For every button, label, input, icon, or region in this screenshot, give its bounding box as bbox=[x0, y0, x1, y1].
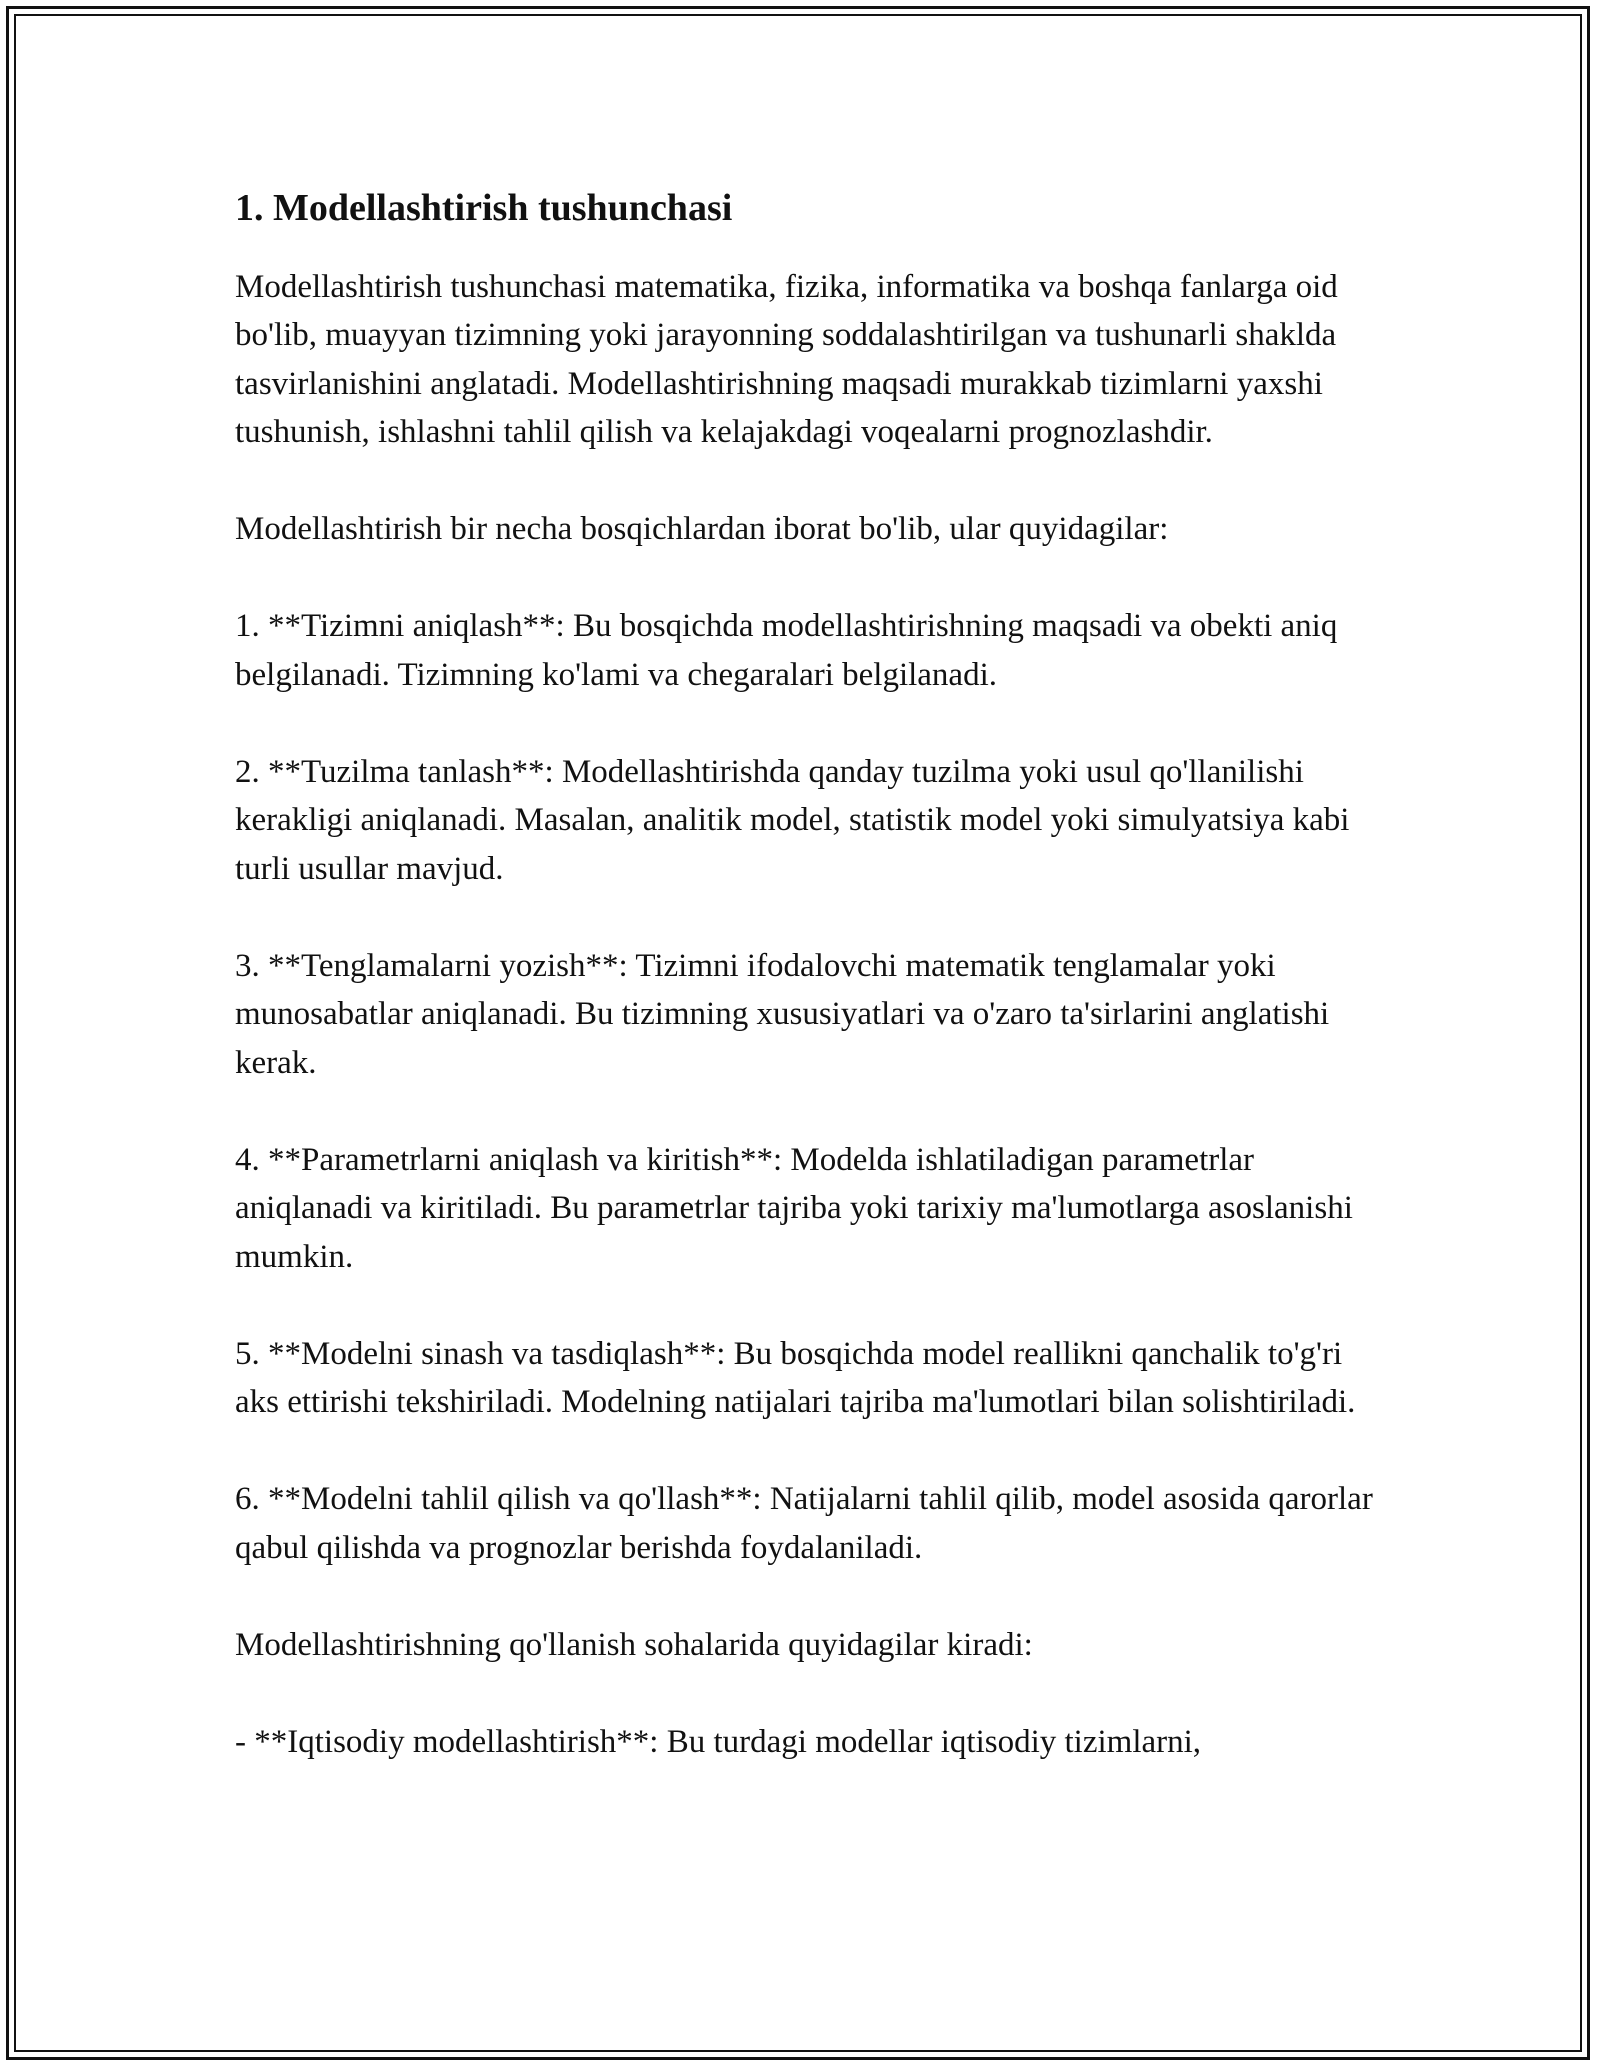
section-heading: 1. Modellashtirish tushunchasi bbox=[235, 187, 733, 229]
paragraph-intro: Modellashtirish tushunchasi matematika, fizika, informatika va boshqa fanlarga oid bo'lib, muayyan tizimning yoki jarayonning soddalashtirilgan va tushunarli shaklda tasvirlanishini anglatadi. Modellashtirishning maqsadi murakkab tizimlarni yaxshi tushunish, ishlashni tahlil qilish va kelajakdagi voqealarni prognozlashdir. bbox=[235, 268, 1338, 450]
list-item-economic-modelling: - **Iqtisodiy modellashtirish**: Bu turdagi modellar iqtisodiy tizimlarni, bbox=[235, 1723, 1202, 1760]
list-item-stage-6: 6. **Modelni tahlil qilish va qo'llash**: Natijalarni tahlil qilib, model asosida qarorlar qabul qilishda va prognozlar berishda foydalaniladi. bbox=[235, 1481, 1373, 1566]
list-item-stage-5: 5. **Modelni sinash va tasdiqlash**: Bu bosqichda model reallikni qanchalik to'g'ri aks ettirishi tekshiriladi. Modelning natijalari tajriba ma'lumotlari bilan solishtiriladi. bbox=[235, 1335, 1356, 1420]
document-body bbox=[235, 185, 1385, 1766]
list-item-stage-1: 1. **Tizimni aniqlash**: Bu bosqichda modellashtirishning maqsadi va obekti aniq belgilanadi. Tizimning ko'lami va chegaralari belgilanadi. bbox=[235, 608, 1338, 693]
paragraph-stages-intro: Modellashtirish bir necha bosqichlardan iborat bo'lib, ular quyidagilar: bbox=[235, 511, 1169, 547]
list-item-stage-2: 2. **Tuzilma tanlash**: Modellashtirishda qanday tuzilma yoki usul qo'llanilishi kerakligi aniqlanadi. Masalan, analitik model, statistik model yoki simulyatsiya kabi turli usullar mavjud. bbox=[235, 753, 1350, 887]
list-item-stage-3: 3. **Tenglamalarni yozish**: Tizimni ifodalovchi matematik tenglamalar yoki munosabatlar aniqlanadi. Bu tizimning xususiyatlari va o'zaro ta'sirlarini anglatishi kerak. bbox=[235, 947, 1330, 1081]
paragraph-applications-intro: Modellashtirishning qo'llanish sohalarida quyidagilar kiradi: bbox=[235, 1626, 1033, 1663]
list-item-stage-4: 4. **Parametrlarni aniqlash va kiritish**: Modelda ishlatiladigan parametrlar aniqlanadi va kiritiladi. Bu parametrlar tajriba yoki tarixiy ma'lumotlarga asoslanishi mumkin. bbox=[235, 1141, 1353, 1275]
